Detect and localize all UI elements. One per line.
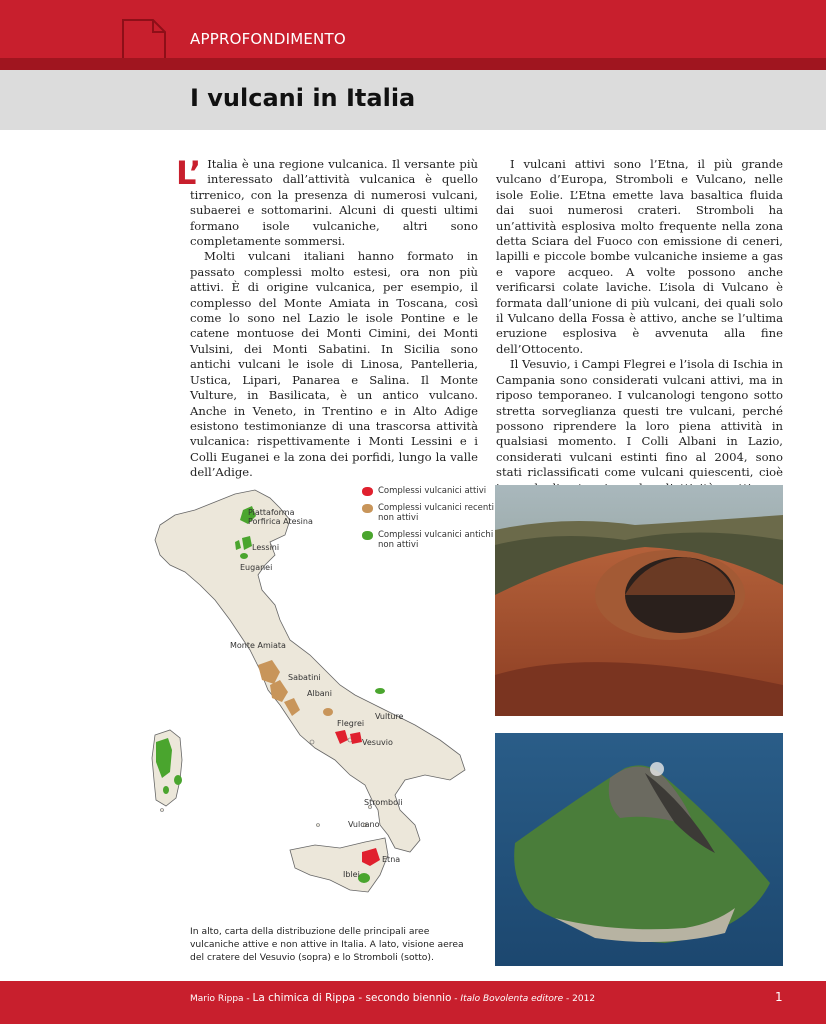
stromboli-photo [495, 733, 783, 966]
header-band [0, 58, 826, 70]
legend-item-active: Complessi vulcanici attivi [362, 486, 498, 496]
map-label-vulture: Vulture [375, 712, 404, 721]
page-title: I vulcani in Italia [190, 84, 416, 112]
figure-caption: In alto, carta della distribuzione delle principali aree vulcaniche attive e non attive in Italia. A lato, visione aerea del cratere del Vesuvio (sopra) e lo Stromboli (sotto). [190, 926, 464, 963]
paragraph: I vulcani attivi sono l’Etna, il più grande vulcano d’Europa, Stromboli e Vulcano, nelle isole Eolie. L’Etna emette lava basaltica fluida dai suoi numerosi crateri. Stromboli ha un’attività esplosiva molto frequente nella zona detta Sciara del Fuoco con emissione di ceneri, lapilli e piccole bombe vulcaniche insieme a gas e vapore acqueo. A volte possono anche verificarsi colate laviche. L’isola di Vulcano è formata dall’unione di più vulcani, dei quali solo il Vulcano della Fossa è attivo, anche se l’ultima eruzione esplosiva è avvenuta alla fine dell’Ottocento. [496, 157, 783, 356]
publisher: Italo Bovolenta editore [460, 994, 564, 1004]
map-label-amiata: Monte Amiata [230, 641, 286, 650]
map-legend [362, 486, 498, 557]
paragraph: Molti vulcani italiani hanno formato in passato complessi molto estesi, ora non più attivi. È di origine vulcanica, per esempio, il complesso del Monte Amiata in Toscana, così come lo sono nel Lazio le isole Pontine e le catene montuose dei Monti Cimini, dei Monti Vulsini, dei Monti Sabatini. In Sicilia sono antichi vulcani le isole di Linosa, Pantelleria, Ustica, Lipari, Panarea e Salina. Il Monte Vulture, in Basilicata, è un antico vulcano. Anche in Veneto, in Trentino e in Alto Adige esistono testimonianze di una trascorsa attività vulcanica: rispettivamente i Monti Lessini e i Colli Euganei e la zona dei porfidi, lungo la valle dell’Adige. [190, 249, 478, 480]
paragraph: L’ Italia è una regione vulcanica. Il versante più interessato dall’attività vulcanica è quello tirrenico, con la presenza di numerosi vulcani, subaerei e sottomarini. Alcuni di questi ultimi formano isole vulcaniche, altri sono completamente sommersi. [176, 154, 478, 249]
map-label-lessini: Lessini [252, 543, 280, 552]
vesuvio-crater-photo [495, 485, 783, 716]
map-label-flegrei: Flegrei [337, 719, 365, 728]
map-label-vulcano: Vulcano [348, 820, 380, 829]
book-title: La chimica di Rippa - secondo biennio [252, 992, 452, 1004]
map-label-etna: Etna [382, 855, 401, 864]
drop-cap: L’ [176, 154, 202, 192]
ancient-swatch-icon [362, 531, 373, 540]
legend-item-recent: Complessi vulcanici recenti non attivi [362, 503, 498, 523]
map-label-albani: Albani [307, 689, 332, 698]
sicily [290, 838, 388, 892]
section-label: APPROFONDIMENTO [190, 30, 346, 48]
map-label-vesuvio: Vesuvio [362, 738, 393, 747]
map-label-atesina: Piattaforma Porfirica Atesina [248, 508, 313, 526]
legend-item-ancient: Complessi vulcanici antichi non attivi [362, 530, 498, 550]
recent-swatch-icon [362, 504, 373, 513]
page-icon [121, 18, 167, 58]
page-number: 1 [775, 990, 783, 1004]
active-swatch-icon [362, 487, 373, 496]
map-label-euganei: Euganei [240, 563, 273, 572]
footer-credits: Mario Rippa - La chimica di Rippa - secondo biennio - Italo Bovolenta editore - 2012 [190, 992, 596, 1004]
article-column-2 [496, 157, 783, 496]
map-label-iblei: Iblei [343, 870, 360, 879]
article-column-1 [176, 154, 478, 481]
map-label-sabatini: Sabatini [288, 673, 321, 682]
map-label-stromboli: Stromboli [364, 798, 403, 807]
paragraph: Il Vesuvio, i Campi Flegrei e l’isola di Ischia in Campania sono considerati vulcani attivi, ma in riposo temporaneo. I vulcanologi tengono sotto stretta sorveglianza questi tre vulcani, perché possono riprendere la loro piena attività in qualsiasi momento. I Colli Albani in Lazio, considerati vulcani estinti fino al 2004, sono stati riclassificati come vulcani quiescenti, cioè [496, 357, 783, 480]
